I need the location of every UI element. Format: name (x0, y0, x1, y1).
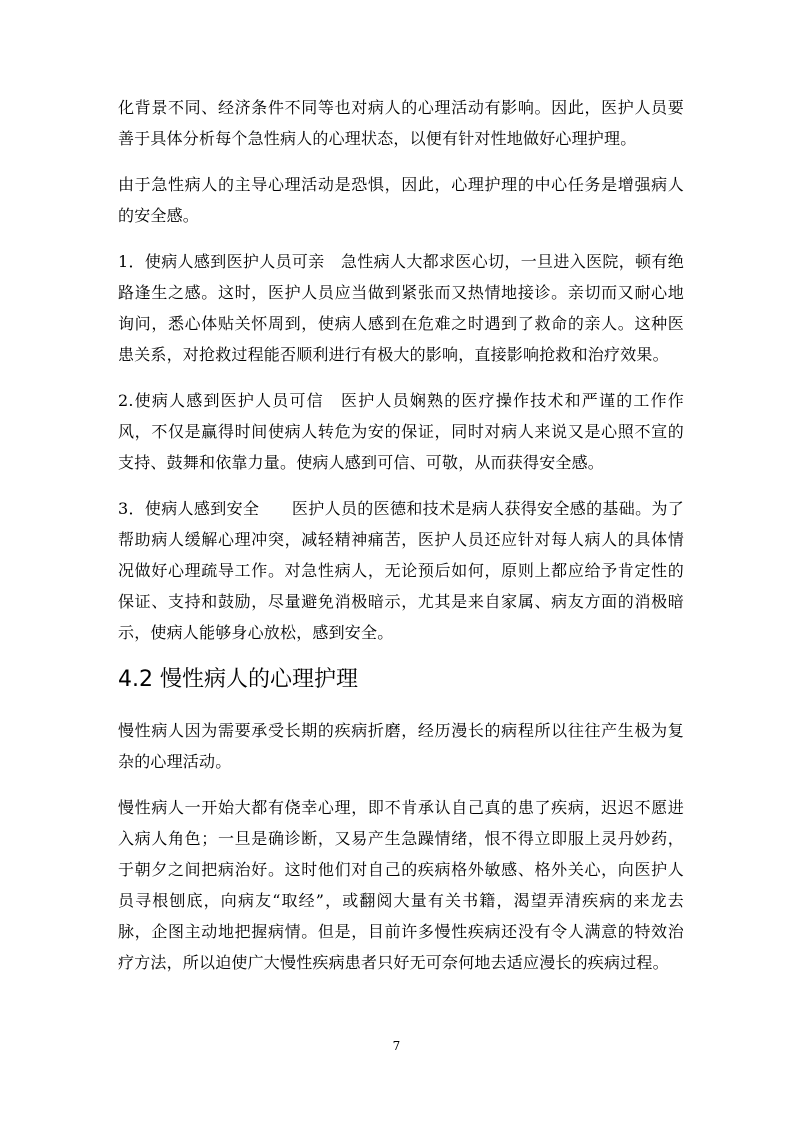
body-paragraph: 1．使病人感到医护人员可亲 急性病人大都求医心切，一旦进入医院，顿有绝路逢生之感。这时，医护人员应当做到紧张而又热情地接诊。亲切而又耐心地询问，悉心体贴关怀周到，使病人感到在危难之时遇到了救命的亲人。这种医患关系，对抢救过程能否顺利进行有极大的影响，直接影响抢救和治疗效果。 (118, 252, 684, 364)
section-heading: 4.2 慢性病人的心理护理 (118, 667, 358, 692)
body-paragraph: 慢性病人因为需要承受长期的疾病折磨，经历漫长的病程所以往往产生极为复杂的心理活动。 (118, 721, 684, 771)
body-paragraph: 慢性病人一开始大都有侥幸心理，即不肯承认自己真的患了疾病，迟迟不愿进入病人角色；一旦是确诊断，又易产生急躁情绪，恨不得立即服上灵丹妙药，于朝夕之间把病治好。这时他们对自己的疾病格外敏感、格外关心，向医护人员寻根刨底，向病友“取经”，或翻阅大量有关书籍，渴望弄清疾病的来龙去脉，企图主动地把握病情。但是，目前许多慢性疾病还没有令人满意的特效治疗方法，所以迫使广大慢性疾病患者只好无可奈何地去适应漫长的疾病过程。 (118, 798, 684, 972)
document-page (118, 92, 684, 993)
body-paragraph: 由于急性病人的主导心理活动是恐惧，因此，心理护理的中心任务是增强病人的安全感。 (118, 175, 684, 225)
page-number: 7 (392, 1039, 401, 1053)
body-paragraph: 化背景不同、经济条件不同等也对病人的心理活动有影响。因此，医护人员要善于具体分析每个急性病人的心理状态，以便有针对性地做好心理护理。 (118, 98, 684, 148)
body-paragraph: 3．使病人感到安全 医护人员的医德和技术是病人获得安全感的基础。为了帮助病人缓解心理冲突，减轻精神痛苦，医护人员还应针对每人病人的具体情况做好心理疏导工作。对急性病人，无论预后如何，原则上都应给予肯定性的保证、支持和鼓励，尽量避免消极暗示，尤其是来自家属、病友方面的消极暗示，使病人能够身心放松，感到安全。 (118, 499, 684, 642)
body-paragraph: 2.使病人感到医护人员可信 医护人员娴熟的医疗操作技术和严谨的工作作风，不仅是赢得时间使病人转危为安的保证，同时对病人来说又是心照不宣的支持、鼓舞和依靠力量。使病人感到可信、可敬，从而获得安全感。 (118, 391, 684, 472)
